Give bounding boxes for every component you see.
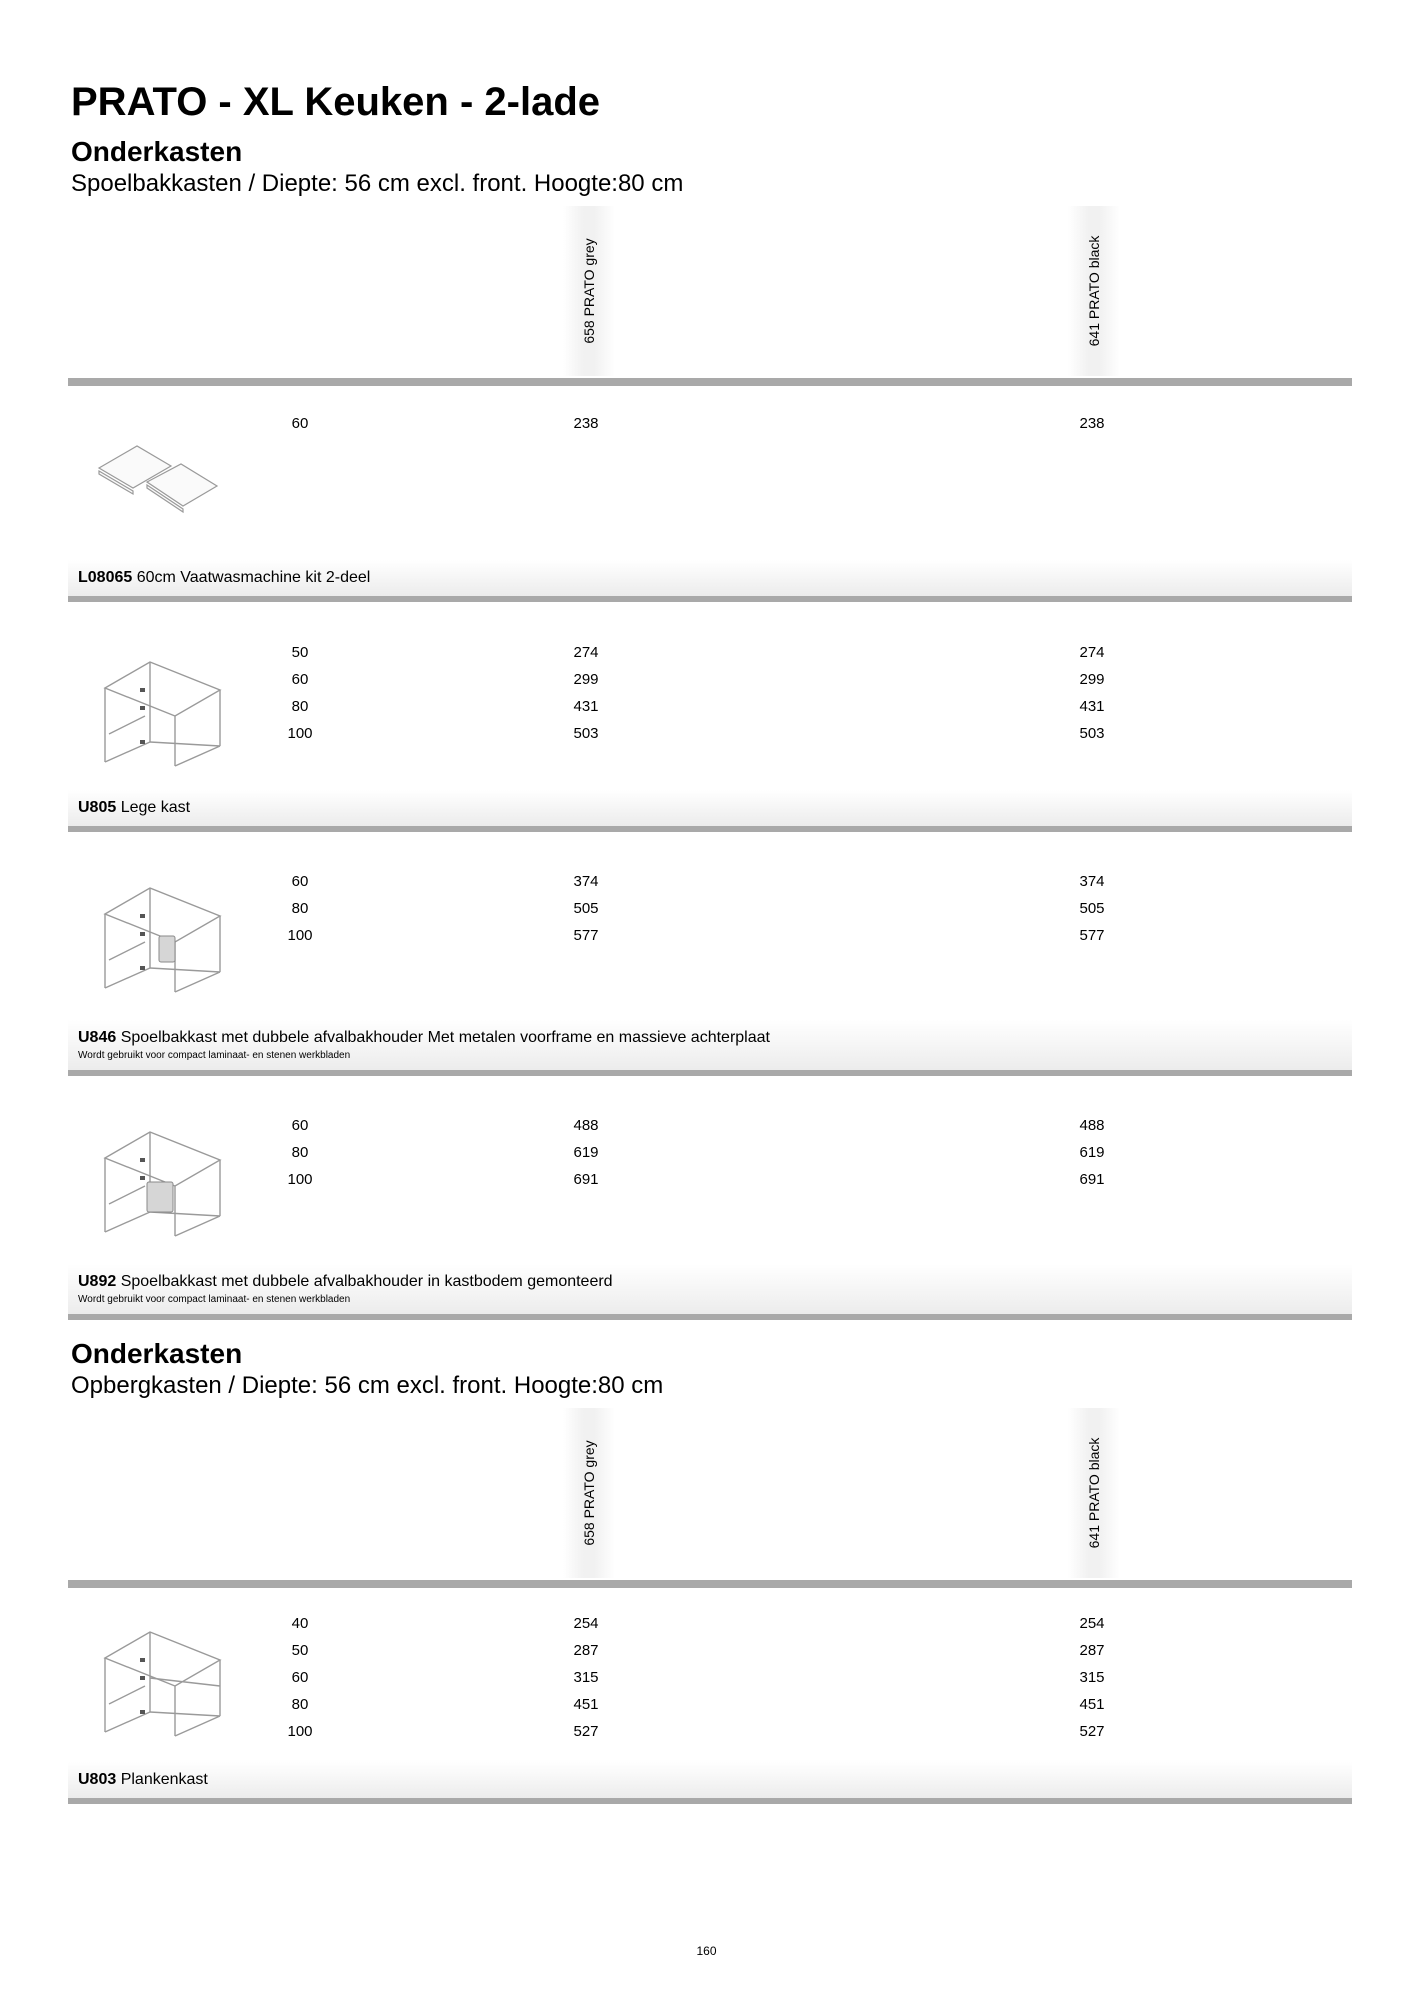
price-black: 691	[1079, 1171, 1105, 1188]
width-value: 60	[291, 671, 309, 688]
price-black: 488	[1079, 1117, 1105, 1134]
price-grey: 691	[573, 1171, 599, 1188]
price-black: 431	[1079, 698, 1105, 715]
product-description: Lege kast	[120, 799, 191, 816]
product-code: U805	[78, 799, 117, 816]
price-grey: 315	[573, 1669, 599, 1686]
price-grey: 274	[573, 644, 599, 661]
product-divider	[68, 1798, 1352, 1804]
price-black: 505	[1079, 900, 1105, 917]
column-header-grey-label: 658 PRATO grey	[581, 238, 597, 344]
width-value: 80	[291, 698, 309, 715]
column-header-grey-label: 658 PRATO grey	[581, 1440, 597, 1546]
product-label-bar	[68, 1020, 1352, 1070]
page-number: 160	[696, 1944, 717, 1958]
column-header-grey	[563, 1408, 615, 1578]
width-value: 80	[291, 900, 309, 917]
product-image-dishwasher-kit	[95, 430, 235, 560]
width-value: 60	[291, 873, 309, 890]
price-black: 619	[1079, 1144, 1105, 1161]
product-label-bar	[68, 1762, 1352, 1798]
column-header-black	[1068, 1408, 1120, 1578]
product-name	[78, 1029, 770, 1047]
section-heading: Onderkasten	[71, 136, 243, 167]
width-value: 50	[291, 1642, 309, 1659]
price-grey: 619	[573, 1144, 599, 1161]
width-value: 80	[291, 1696, 309, 1713]
price-black: 374	[1079, 873, 1105, 890]
product-divider	[68, 1070, 1352, 1076]
header-divider	[68, 378, 1352, 386]
price-black: 254	[1079, 1615, 1105, 1632]
product-note: Wordt gebruikt voor compact laminaat- en stenen werkbladen	[78, 1294, 351, 1305]
price-grey: 299	[573, 671, 599, 688]
column-header-black	[1068, 206, 1120, 376]
price-grey: 431	[573, 698, 599, 715]
price-grey: 238	[573, 415, 599, 432]
price-black: 238	[1079, 415, 1105, 432]
width-value: 100	[287, 1723, 313, 1740]
price-black: 577	[1079, 927, 1105, 944]
product-image-empty-cabinet	[95, 650, 235, 780]
price-black: 527	[1079, 1723, 1105, 1740]
price-black: 315	[1079, 1669, 1105, 1686]
product-description: Plankenkast	[120, 1771, 208, 1788]
width-value: 40	[291, 1615, 309, 1632]
price-grey: 503	[573, 725, 599, 742]
price-black: 287	[1079, 1642, 1105, 1659]
price-grey: 488	[573, 1117, 599, 1134]
product-description: Spoelbakkast met dubbele afvalbakhouder in kastbodem gemonteerd	[120, 1273, 613, 1290]
product-code: L08065	[78, 569, 133, 586]
product-label-bar	[68, 560, 1352, 596]
product-label-bar	[68, 790, 1352, 826]
product-name	[78, 1273, 613, 1291]
product-divider	[68, 596, 1352, 602]
product-code: U892	[78, 1273, 117, 1290]
width-value: 100	[287, 725, 313, 742]
column-header-black-label: 641 PRATO black	[1086, 235, 1102, 347]
product-description: Spoelbakkast met dubbele afvalbakhouder Met metalen voorframe en massieve achterplaat	[120, 1029, 770, 1046]
product-divider	[68, 826, 1352, 832]
price-black: 299	[1079, 671, 1105, 688]
column-header-grey	[563, 206, 615, 376]
product-note: Wordt gebruikt voor compact laminaat- en stenen werkbladen	[78, 1050, 351, 1061]
header-divider	[68, 1580, 1352, 1588]
section-heading: Onderkasten	[71, 1338, 243, 1369]
width-value: 60	[291, 1117, 309, 1134]
price-grey: 254	[573, 1615, 599, 1632]
product-name	[78, 1771, 208, 1789]
product-label-bar	[68, 1264, 1352, 1314]
product-code: U803	[78, 1771, 117, 1788]
product-name	[78, 799, 190, 817]
price-grey: 451	[573, 1696, 599, 1713]
price-grey: 505	[573, 900, 599, 917]
price-grey: 527	[573, 1723, 599, 1740]
price-grey: 374	[573, 873, 599, 890]
product-code: U846	[78, 1029, 117, 1046]
product-image-sink-cabinet	[95, 876, 235, 1006]
price-grey: 287	[573, 1642, 599, 1659]
column-header-black-label: 641 PRATO black	[1086, 1437, 1102, 1549]
product-divider	[68, 1314, 1352, 1320]
width-value: 50	[291, 644, 309, 661]
price-black: 503	[1079, 725, 1105, 742]
section-subheading: Opbergkasten / Diepte: 56 cm excl. front. Hoogte:80 cm	[71, 1372, 664, 1399]
price-grey: 577	[573, 927, 599, 944]
product-name	[78, 569, 370, 587]
width-value: 100	[287, 1171, 313, 1188]
price-black: 274	[1079, 644, 1105, 661]
product-image-shelf-cabinet	[95, 1620, 235, 1750]
page-title: PRATO - XL Keuken - 2-lade	[71, 80, 601, 124]
price-black: 451	[1079, 1696, 1105, 1713]
product-image-sink-cabinet-floor	[95, 1120, 235, 1250]
width-value: 100	[287, 927, 313, 944]
width-value: 80	[291, 1144, 309, 1161]
width-value: 60	[291, 415, 309, 432]
width-value: 60	[291, 1669, 309, 1686]
product-description: 60cm Vaatwasmachine kit 2-deel	[136, 569, 371, 586]
section-subheading: Spoelbakkasten / Diepte: 56 cm excl. front. Hoogte:80 cm	[71, 170, 684, 197]
